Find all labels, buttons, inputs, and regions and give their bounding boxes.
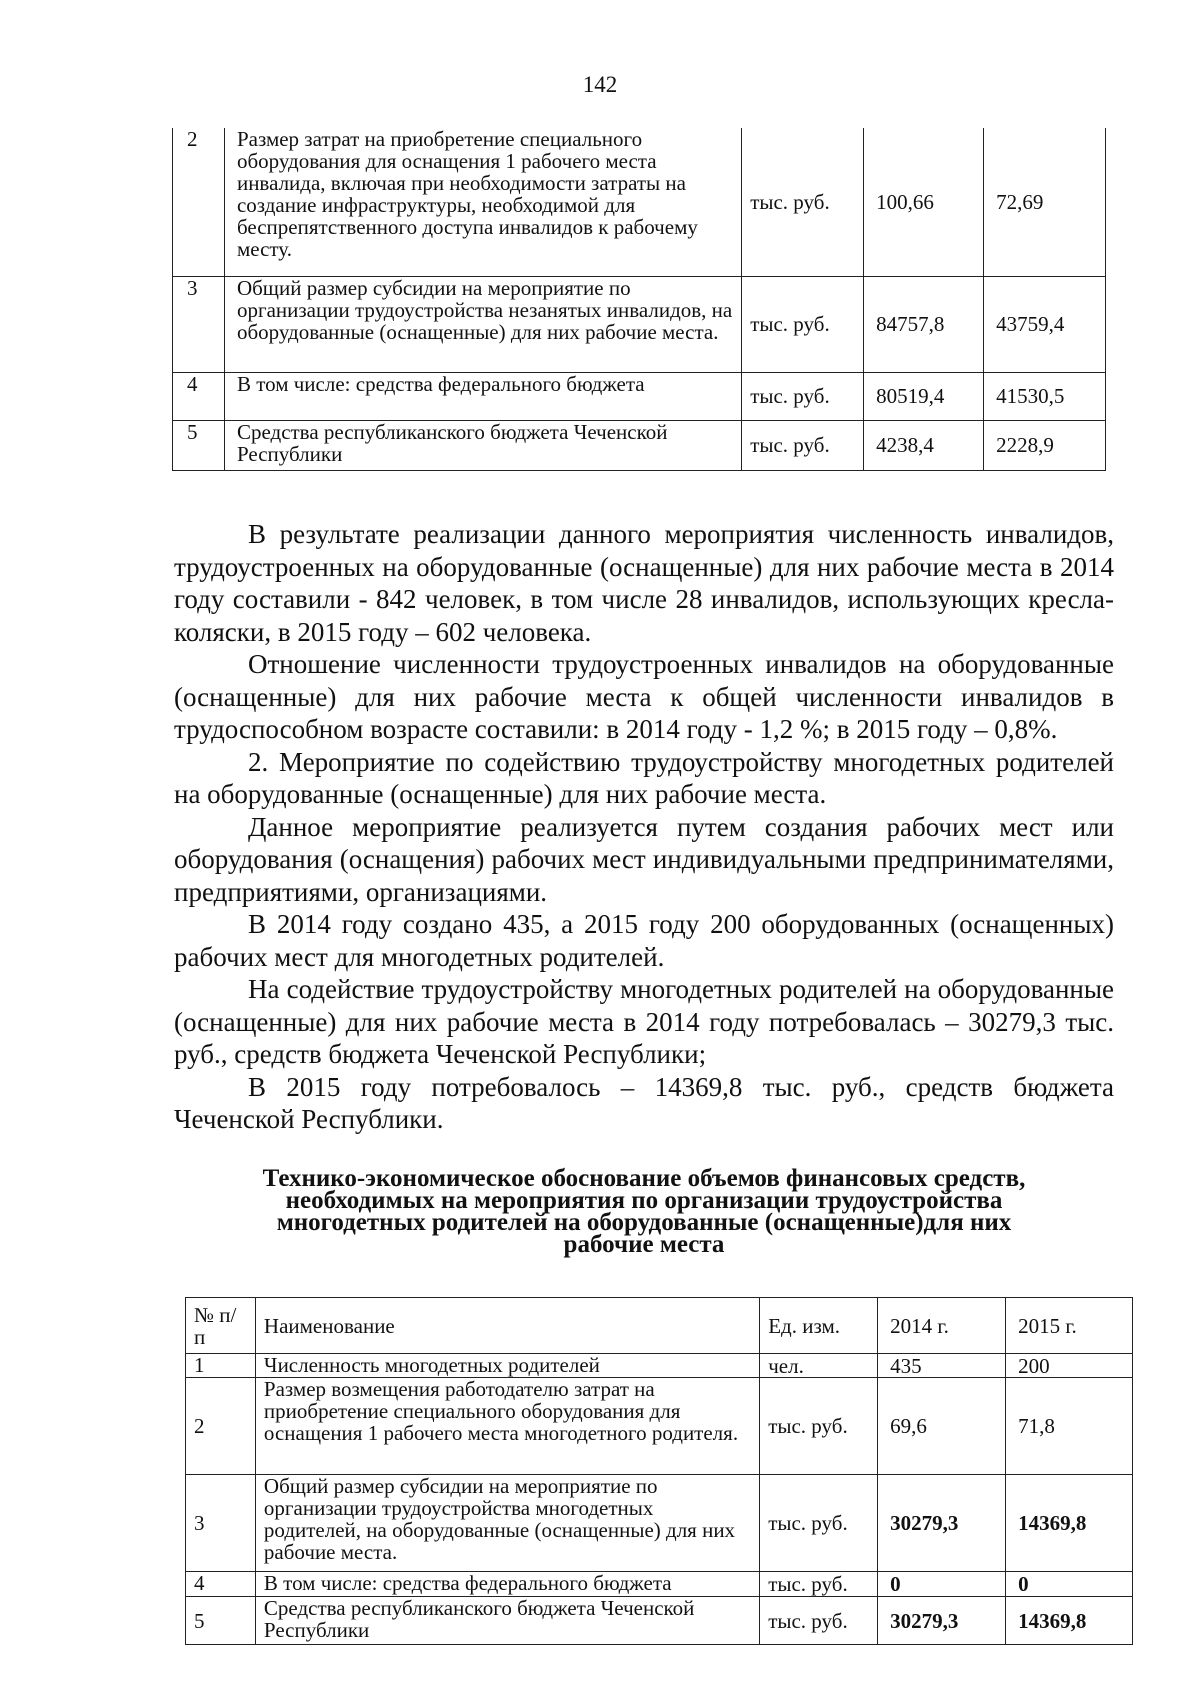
value-2015: 2228,9 xyxy=(984,420,1106,470)
value-2014: 100,66 xyxy=(864,128,984,276)
section-title-line: необходимых на мероприятия по организации трудоустройства xyxy=(285,1187,1003,1214)
value-2014: 30279,3 xyxy=(878,1475,1006,1572)
paragraph: В результате реализации данного мероприятия численность инвалидов, трудоустроенных на оборудованные (оснащенные) для них рабочие места в 2014 году составили - 842 человек, в том числе 28 инвалидов, использующих кресла-коляски, в 2015 году – 602 человека. xyxy=(174,519,1114,647)
header-name: Наименование xyxy=(255,1298,759,1354)
row-name: Размер затрат на приобретение специального оборудования для оснащения 1 рабочего места инвалида, включая при необходимости затраты на создание инфраструктуры, необходимой для беспрепятственного доступа инвалидов к рабочему месту. xyxy=(224,128,741,276)
row-unit: тыс. руб. xyxy=(760,1475,878,1572)
value-2014: 435 xyxy=(878,1354,1006,1378)
row-number: 5 xyxy=(173,420,225,470)
value-2015: 200 xyxy=(1006,1354,1133,1378)
section-title-line: рабочие места xyxy=(563,1231,725,1258)
body-text xyxy=(174,518,1114,1136)
row-name: Средства республиканского бюджета Чеченской Республики xyxy=(255,1597,759,1645)
value-2015: 14369,8 xyxy=(1006,1597,1133,1645)
header-unit: Ед. изм. xyxy=(760,1298,878,1354)
row-unit: тыс. руб. xyxy=(742,420,864,470)
row-number: 5 xyxy=(186,1597,256,1645)
funding-table-large-families xyxy=(185,1297,1133,1645)
table-header-row xyxy=(186,1298,1133,1354)
paragraph: В 2015 году потребовалось – 14369,8 тыс. руб., средств бюджета Чеченской Республики. xyxy=(174,1071,1114,1134)
row-number: 2 xyxy=(186,1378,256,1475)
section-title-line: Технико-экономическое обоснование объемов финансовых средств, xyxy=(262,1165,1026,1192)
value-2014: 30279,3 xyxy=(878,1597,1006,1645)
paragraph: Отношение численности трудоустроенных инвалидов на оборудованные (оснащенные) для них рабочие места к общей численности инвалидов в трудоспособном возрасте составили: в 2014 году - 1,2 %; в 2015 году – 0,8%. xyxy=(174,649,1114,744)
row-unit: тыс. руб. xyxy=(742,128,864,276)
row-number: 2 xyxy=(173,128,225,276)
header-num: № п/п xyxy=(186,1298,256,1354)
value-2015: 41530,5 xyxy=(984,372,1106,420)
table-row xyxy=(173,372,1106,420)
row-name: Размер возмещения работодателю затрат на приобретение специального оборудования для оснащения 1 рабочего места многодетного родителя. xyxy=(255,1378,759,1475)
value-2014: 4238,4 xyxy=(864,420,984,470)
table-row xyxy=(173,276,1106,372)
row-name: В том числе: средства федерального бюджета xyxy=(224,372,741,420)
row-name: Общий размер субсидии на мероприятие по организации трудоустройства незанятых инвалидов, на оборудованные (оснащенные) для них рабочие места. xyxy=(224,276,741,372)
table-row xyxy=(173,420,1106,470)
value-2014: 80519,4 xyxy=(864,372,984,420)
row-name: Численность многодетных родителей xyxy=(255,1354,759,1378)
table-row xyxy=(186,1597,1133,1645)
table-row xyxy=(186,1572,1133,1597)
table-row xyxy=(186,1354,1133,1378)
table-row xyxy=(186,1378,1133,1475)
paragraph: На содействие трудоустройству многодетных родителей на оборудованные (оснащенные) для них рабочие места в 2014 году потребовалась – 30279,3 тыс. руб., средств бюджета Чеченской Республики; xyxy=(174,974,1114,1069)
table-row xyxy=(173,128,1106,276)
funding-table-disabled xyxy=(172,128,1106,471)
row-number: 3 xyxy=(173,276,225,372)
row-name: Средства республиканского бюджета Чеченской Республики xyxy=(224,420,741,470)
row-number: 3 xyxy=(186,1475,256,1572)
row-unit: чел. xyxy=(760,1354,878,1378)
row-name: Общий размер субсидии на мероприятие по организации трудоустройства многодетных родителей, на оборудованные (оснащенные) для них рабочие места. xyxy=(255,1475,759,1572)
section-title-line: многодетных родителей на оборудованные (оснащенные)для них xyxy=(276,1209,1012,1236)
header-2014: 2014 г. xyxy=(878,1298,1006,1354)
value-2015: 43759,4 xyxy=(984,276,1106,372)
row-number: 4 xyxy=(173,372,225,420)
paragraph: В 2014 году создано 435, а 2015 году 200 оборудованных (оснащенных) рабочих мест для многодетных родителей. xyxy=(174,909,1114,972)
value-2015: 0 xyxy=(1006,1572,1133,1597)
row-name: В том числе: средства федерального бюджета xyxy=(255,1572,759,1597)
row-unit: тыс. руб. xyxy=(760,1597,878,1645)
value-2015: 72,69 xyxy=(984,128,1106,276)
row-number: 1 xyxy=(186,1354,256,1378)
paragraph: 2. Мероприятие по содействию трудоустройству многодетных родителей на оборудованные (оснащенные) для них рабочие места. xyxy=(174,746,1114,809)
value-2014: 84757,8 xyxy=(864,276,984,372)
row-unit: тыс. руб. xyxy=(742,372,864,420)
paragraph: Данное мероприятие реализуется путем создания рабочих мест или оборудования (оснащения) рабочих мест индивидуальными предпринимателями, предприятиями, организациями. xyxy=(174,811,1114,907)
section-title xyxy=(174,1165,1114,1258)
page-number: 142 xyxy=(582,72,618,97)
row-unit: тыс. руб. xyxy=(742,276,864,372)
value-2015: 14369,8 xyxy=(1006,1475,1133,1572)
value-2014: 0 xyxy=(878,1572,1006,1597)
row-number: 4 xyxy=(186,1572,256,1597)
value-2015: 71,8 xyxy=(1006,1378,1133,1475)
value-2014: 69,6 xyxy=(878,1378,1006,1475)
row-unit: тыс. руб. xyxy=(760,1378,878,1475)
table-row xyxy=(186,1475,1133,1572)
header-2015: 2015 г. xyxy=(1006,1298,1133,1354)
row-unit: тыс. руб. xyxy=(760,1572,878,1597)
